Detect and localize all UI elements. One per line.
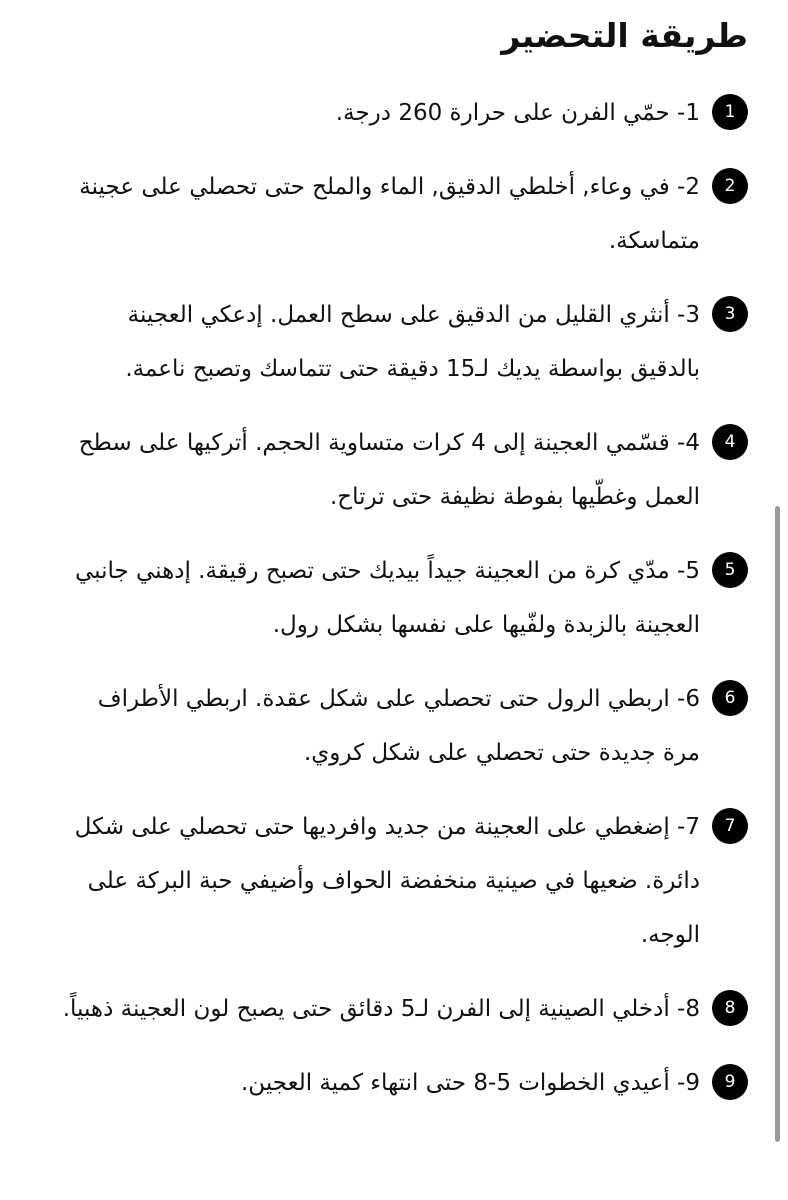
- step-text: 6- اربطي الرول حتى تحصلي على شكل عقدة. اربطي الأطراف مرة جديدة حتى تحصلي على شكل كروي.: [97, 686, 700, 766]
- step-text: 3- أنثري القليل من الدقيق على سطح العمل. إدعكي العجينة بالدقيق بواسطة يديك لـ15 دقيقة حتى تتماسك وتصبح ناعمة.: [125, 302, 700, 382]
- step-item-5: [48, 544, 748, 652]
- step-item-2: [48, 160, 748, 268]
- steps-list: [48, 86, 748, 1130]
- step-number-badge: 2: [712, 168, 748, 204]
- step-text: 8- أدخلي الصينية إلى الفرن لـ5 دقائق حتى يصبح لون العجينة ذهبياً.: [62, 996, 700, 1022]
- step-item-8: [48, 982, 748, 1036]
- section-title: طريقة التحضير: [501, 16, 748, 55]
- step-item-1: [48, 86, 748, 140]
- step-text: 2- في وعاء, أخلطي الدقيق, الماء والملح حتى تحصلي على عجينة متماسكة.: [79, 174, 700, 254]
- step-text: 7- إضغطي على العجينة من جديد وافرديها حتى تحصلي على شكل دائرة. ضعيها في صينية منخفضة الحواف وأضيفي حبة البركة على الوجه.: [74, 814, 700, 948]
- step-number-badge: 3: [712, 296, 748, 332]
- step-number-badge: 6: [712, 680, 748, 716]
- step-number-badge: 4: [712, 424, 748, 460]
- step-item-4: [48, 416, 748, 524]
- step-item-7: [48, 800, 748, 962]
- step-number-badge: 7: [712, 808, 748, 844]
- step-text: 1- حمّي الفرن على حرارة 260 درجة.: [335, 100, 700, 126]
- step-number-badge: 5: [712, 552, 748, 588]
- step-number-badge: 1: [712, 94, 748, 130]
- step-text: 4- قسّمي العجينة إلى 4 كرات متساوية الحجم. أتركيها على سطح العمل وغطّيها بفوطة نظيفة حتى ترتاح.: [78, 430, 700, 510]
- step-item-3: [48, 288, 748, 396]
- step-text: 5- مدّي كرة من العجينة جيداً بيديك حتى تصبح رقيقة. إدهني جانبي العجينة بالزبدة ولفّيها على نفسها بشكل رول.: [74, 558, 700, 638]
- step-number-badge: 8: [712, 990, 748, 1026]
- step-item-6: [48, 672, 748, 780]
- step-text: 9- أعيدي الخطوات 5-8 حتى انتهاء كمية العجين.: [241, 1070, 700, 1096]
- vertical-scrollbar[interactable]: [775, 506, 780, 1142]
- step-item-9: [48, 1056, 748, 1110]
- step-number-badge: 9: [712, 1064, 748, 1100]
